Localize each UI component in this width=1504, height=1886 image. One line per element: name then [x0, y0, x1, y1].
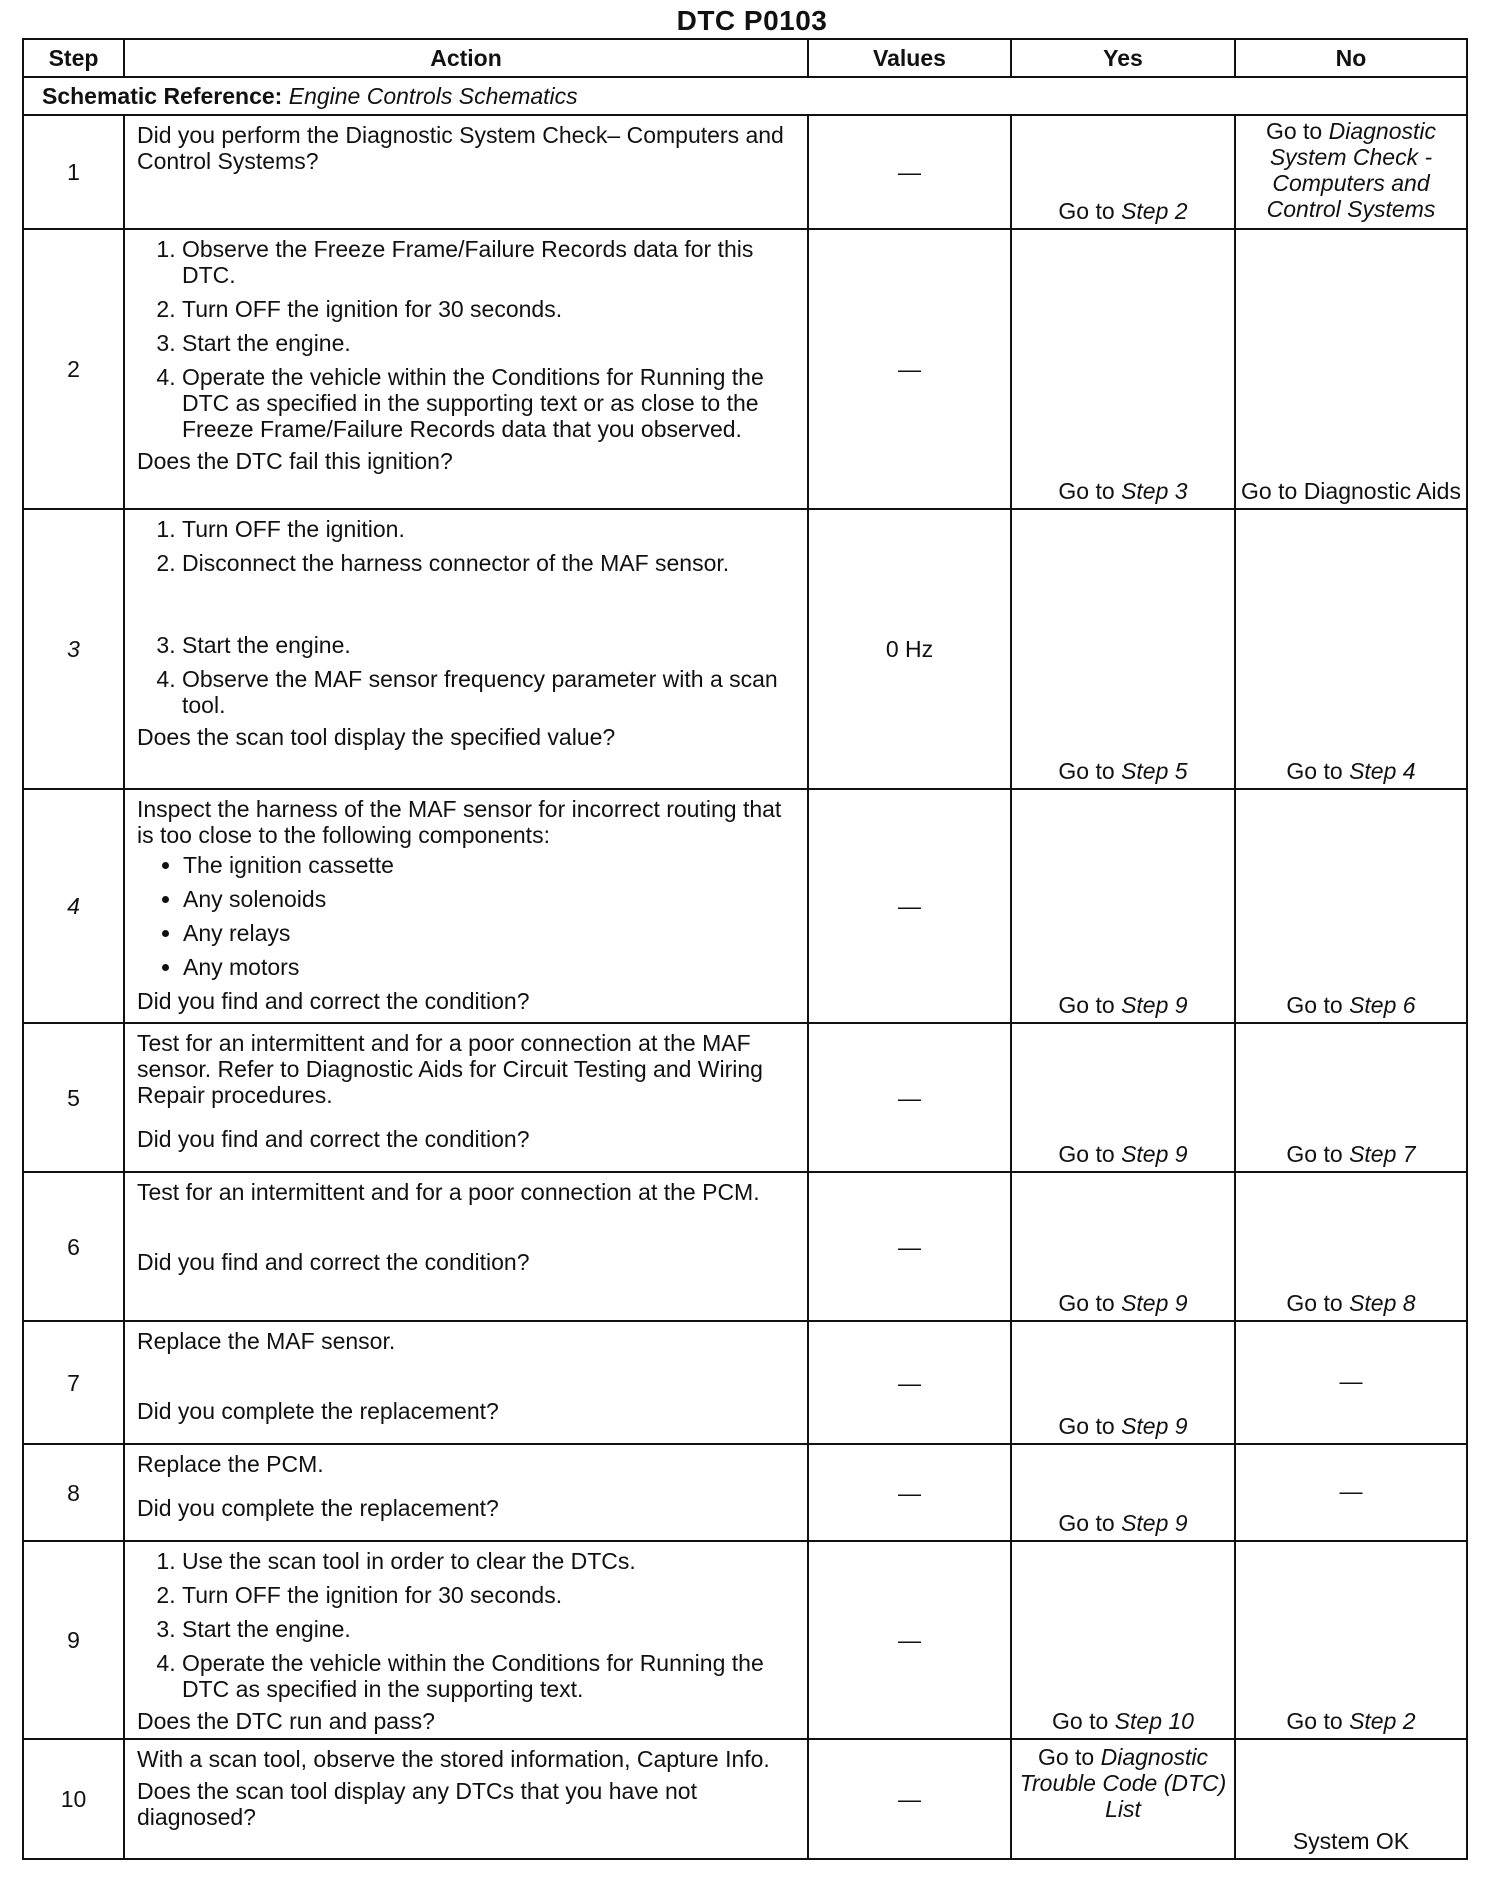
- action-question: Did you complete the replacement?: [137, 1495, 499, 1521]
- yes-prefix: Go to: [1052, 1708, 1115, 1734]
- schematic-row: [23, 77, 1467, 115]
- action-step: 2. Turn OFF the ignition for 30 seconds.: [182, 296, 797, 322]
- table-row: [23, 115, 1467, 229]
- step-number: 2: [23, 229, 124, 509]
- yes-link[interactable]: Step 9: [1121, 1413, 1188, 1439]
- action-text: Inspect the harness of the MAF sensor for incorrect routing that is too close to the following components:: [137, 796, 782, 848]
- action-question: Does the DTC fail this ignition?: [137, 448, 453, 474]
- table-row: [23, 1444, 1467, 1541]
- yes-link[interactable]: Step 5: [1121, 758, 1188, 784]
- yes-prefix: Go to: [1058, 1510, 1122, 1536]
- action-cell: [124, 1739, 808, 1859]
- table-row: [23, 1541, 1467, 1739]
- header-no: No: [1235, 39, 1467, 77]
- no-cell: System OK: [1235, 1739, 1467, 1859]
- action-step: 4. Observe the MAF sensor frequency parameter with a scan tool.: [182, 666, 797, 718]
- action-step: 2. Disconnect the harness connector of the MAF sensor.: [182, 550, 797, 576]
- step-number: 9: [23, 1541, 124, 1739]
- step-number: 10: [23, 1739, 124, 1859]
- no-link[interactable]: Step 8: [1349, 1290, 1416, 1316]
- step-number: 5: [23, 1023, 124, 1172]
- action-text: Test for an intermittent and for a poor connection at the MAF sensor. Refer to Diagnostic Aids for Circuit Testing and Wiring Repair procedures.: [137, 1030, 763, 1108]
- action-question: Did you find and correct the condition?: [137, 988, 530, 1014]
- list-item: • Any relays: [183, 920, 797, 946]
- no-prefix: Go to: [1286, 1290, 1350, 1316]
- action-step: 1. Turn OFF the ignition.: [182, 516, 797, 542]
- yes-cell: [1011, 1541, 1235, 1739]
- no-link[interactable]: Step 4: [1349, 758, 1416, 784]
- action-cell: [124, 1023, 808, 1172]
- action-step: 3. Start the engine.: [182, 632, 797, 658]
- action-cell: [124, 1541, 808, 1739]
- no-cell: [1235, 229, 1467, 509]
- action-text: Replace the PCM.: [137, 1451, 324, 1477]
- action-question: Did you find and correct the condition?: [137, 1126, 530, 1152]
- no-cell: [1235, 1541, 1467, 1739]
- action-question: Does the DTC run and pass?: [137, 1708, 435, 1734]
- yes-link[interactable]: Step 2: [1121, 198, 1188, 224]
- action-step: 4. Operate the vehicle within the Conditions for Running the DTC as specified in the supporting text.: [182, 1650, 797, 1702]
- no-cell: [1235, 1023, 1467, 1172]
- schematic-link[interactable]: Engine Controls Schematics: [288, 83, 578, 109]
- action-cell: [124, 229, 808, 509]
- no-cell: [1235, 1172, 1467, 1321]
- yes-link[interactable]: Step 9: [1121, 1510, 1188, 1536]
- yes-link[interactable]: Step 9: [1121, 992, 1188, 1018]
- values-cell: —: [808, 229, 1011, 509]
- no-link[interactable]: Diagnostic System Check - Computers and Control Systems: [1266, 118, 1437, 222]
- step-number: 1: [23, 115, 124, 229]
- yes-cell: [1011, 229, 1235, 509]
- list-item: • Any motors: [183, 954, 797, 980]
- no-cell: [1235, 509, 1467, 789]
- no-cell: [1235, 115, 1467, 229]
- values-cell: —: [808, 1541, 1011, 1739]
- yes-cell: [1011, 1739, 1235, 1859]
- list-item: • Any solenoids: [183, 886, 797, 912]
- table-row: [23, 1739, 1467, 1859]
- no-prefix: Go to: [1265, 118, 1329, 144]
- action-steps: [137, 236, 797, 442]
- step-number: 7: [23, 1321, 124, 1444]
- action-cell: [124, 789, 808, 1023]
- no-cell: —: [1235, 1444, 1467, 1541]
- table-row: [23, 509, 1467, 789]
- no-link[interactable]: Step 6: [1349, 992, 1416, 1018]
- no-link[interactable]: Step 2: [1349, 1708, 1416, 1734]
- yes-prefix: Go to: [1058, 1141, 1122, 1167]
- action-step: 1. Use the scan tool in order to clear the DTCs.: [182, 1548, 797, 1574]
- header-step: Step: [23, 39, 124, 77]
- yes-prefix: Go to: [1058, 992, 1122, 1018]
- page-title: DTC P0103: [676, 5, 828, 36]
- header-values: Values: [808, 39, 1011, 77]
- no-prefix: Go to: [1286, 1141, 1350, 1167]
- action-text: Test for an intermittent and for a poor connection at the PCM.: [137, 1179, 760, 1205]
- action-question: Does the scan tool display the specified value?: [137, 724, 616, 750]
- action-text: Replace the MAF sensor.: [137, 1328, 396, 1354]
- yes-cell: [1011, 1444, 1235, 1541]
- action-cell: [124, 1172, 808, 1321]
- values-cell: —: [808, 1023, 1011, 1172]
- action-step: 3. Start the engine.: [182, 1616, 797, 1642]
- no-cell: [1235, 789, 1467, 1023]
- action-question: Did you complete the replacement?: [137, 1398, 499, 1424]
- yes-prefix: Go to: [1058, 478, 1122, 504]
- values-cell: 0 Hz: [808, 509, 1011, 789]
- yes-link[interactable]: Diagnostic Trouble Code (DTC) List: [1019, 1744, 1227, 1822]
- yes-cell: [1011, 1321, 1235, 1444]
- action-step: 4. Operate the vehicle within the Conditions for Running the DTC as specified in the supporting text or as close to the Freeze Frame/Failure Records data that you observed.: [182, 364, 797, 442]
- action-step: 2. Turn OFF the ignition for 30 seconds.: [182, 1582, 797, 1608]
- table-row: [23, 1023, 1467, 1172]
- action-text: With a scan tool, observe the stored information, Capture Info.: [137, 1746, 770, 1772]
- action-question: Does the scan tool display any DTCs that you have not diagnosed?: [137, 1778, 697, 1830]
- yes-cell: [1011, 115, 1235, 229]
- table-row: [23, 789, 1467, 1023]
- step-number: 4: [23, 789, 124, 1023]
- schematic-label: Schematic Reference:: [42, 83, 283, 109]
- yes-cell: [1011, 509, 1235, 789]
- values-cell: —: [808, 115, 1011, 229]
- header-action: Action: [124, 39, 808, 77]
- yes-prefix: Go to: [1058, 758, 1122, 784]
- action-cell: [124, 509, 808, 789]
- header-yes: Yes: [1011, 39, 1235, 77]
- no-prefix: Go to: [1286, 1708, 1350, 1734]
- schematic-reference: [23, 77, 1467, 115]
- table-row: [23, 229, 1467, 509]
- values-cell: —: [808, 1172, 1011, 1321]
- action-cell: [124, 1321, 808, 1444]
- yes-link[interactable]: Step 10: [1114, 1708, 1194, 1734]
- table-row: [23, 1321, 1467, 1444]
- component-list: [137, 852, 797, 980]
- yes-prefix: Go to: [1058, 1290, 1122, 1316]
- yes-cell: [1011, 789, 1235, 1023]
- yes-prefix: Go to: [1037, 1744, 1101, 1770]
- yes-link[interactable]: Step 9: [1121, 1290, 1188, 1316]
- values-cell: —: [808, 1444, 1011, 1541]
- no-prefix: Go to: [1286, 758, 1350, 784]
- step-number: 6: [23, 1172, 124, 1321]
- no-link[interactable]: Go to Diagnostic Aids: [1241, 478, 1461, 504]
- action-question: Did you find and correct the condition?: [137, 1249, 530, 1275]
- action-text: Did you perform the Diagnostic System Check– Computers and Control Systems?: [137, 122, 784, 174]
- values-cell: —: [808, 1739, 1011, 1859]
- step-number: 3: [23, 509, 124, 789]
- yes-link[interactable]: Step 3: [1121, 478, 1188, 504]
- no-cell: —: [1235, 1321, 1467, 1444]
- values-cell: —: [808, 1321, 1011, 1444]
- action-cell: [124, 115, 808, 229]
- action-step: 3. Start the engine.: [182, 330, 797, 356]
- values-cell: —: [808, 789, 1011, 1023]
- step-number: 8: [23, 1444, 124, 1541]
- action-steps: [137, 1548, 797, 1702]
- table-row: [23, 1172, 1467, 1321]
- header-row: [23, 39, 1467, 77]
- yes-prefix: Go to: [1058, 198, 1122, 224]
- no-link[interactable]: Step 7: [1349, 1141, 1416, 1167]
- yes-cell: [1011, 1023, 1235, 1172]
- no-prefix: Go to: [1286, 992, 1350, 1018]
- dtc-table: [22, 38, 1468, 1860]
- action-cell: [124, 1444, 808, 1541]
- yes-link[interactable]: Step 9: [1121, 1141, 1188, 1167]
- action-steps: [137, 516, 797, 576]
- yes-cell: [1011, 1172, 1235, 1321]
- yes-prefix: Go to: [1058, 1413, 1122, 1439]
- action-steps: [137, 632, 797, 718]
- action-step: 1. Observe the Freeze Frame/Failure Records data for this DTC.: [182, 236, 797, 288]
- list-item: • The ignition cassette: [183, 852, 797, 878]
